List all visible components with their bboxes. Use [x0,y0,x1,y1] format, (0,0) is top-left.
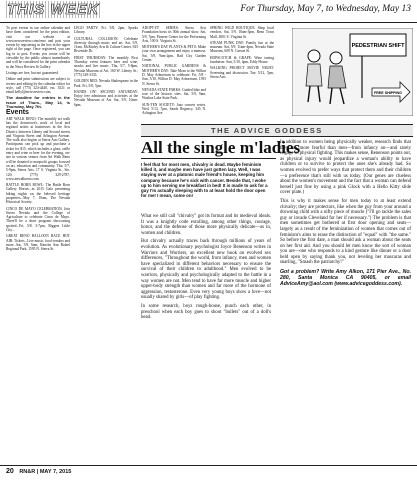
section-logo: THIS WEEK [4,1,102,18]
event-listing: GREAT RENO BALLOON RACE HOT AIR: Tickets...Live music, food vendors and more...Sat, 5/9, 6am, Rancho San Rafael Regional Park, 1595 N. Sierra St. [6,234,70,252]
page-footer [6,468,71,475]
page-number: 20 [6,468,14,475]
event-listing: WALKING PROJECT MOVIE NIGHT: Screening and discussion. Tue, 5/12, 7pm, Sierra Arts. [210,66,274,79]
answer-paragraph: In some research, boys rough-house, punch each other, in preschool when each boy goes to shoot "bullets" out of a doll's head. [141,303,271,321]
event-listing: LEGO PARTY: Fri, 5/8, 2pm, Sparks Library. [74,26,138,35]
calendar-column-1 [6,26,70,254]
event-listing: GOLDEN RED: Nevada Shakespeare in the Park. Fri, 5/8, 7pm. [74,79,138,88]
event-listing: STEAM PUNK DAY: Family fun at the museum. Sat, 5/9, 11am-4pm, Nevada State Museum, 600 N. Carson St. [210,40,274,54]
arrow-label: FREE SHIPPING [374,91,402,95]
answer-paragraph: In addition to women being physically weaker, research finds that they are more fearful than men—from infancy on—and rarely engage in physical fighting. This makes sense, Benenson points out, as physical injury would jeopardize a woman's ability to have children or to survive to protect the ones she's already had. So women evolved to prefer ways that protect them and their children—a preference that's still with us today. (Our genes are clueless about the women's movement and the fact that a woman can defend herself just fine by using a pink Glock with a Hello Kitty slide cover plate.) [280,140,411,196]
advice-answer-col-1 [141,214,271,324]
event-listing: NEVADA STATE PARKS: Guided hike and tour of the historic sites. Sat, 5/9, 9am, Washoe Lake State Park. [142,87,206,101]
issue-date: MAY 7, 2015 [39,469,72,475]
event-listing: FIRST THURSDAY: The monthly First Thursday event features beer and wine, snacks and live music. Thu, 5/7, 5-8pm, Nevada Museum of Art, 160 W. Liberty St.; (775) 329-3333. [74,55,138,77]
footer-rule [0,465,417,466]
event-listing: BATTLE BORN BOWL: The Battle Born Gallery Horses...in 2015 Gala presenting hiking nights on the beloved heritage properties...May 7, 10am, The Nevada Historical Society. [6,183,70,205]
sign-text: PEDESTRIAN SHIFT [351,43,405,49]
calendar-column-4 [210,26,274,120]
answer-paragraph: But chivalry actually traces back through millions of years of evolution. As evolutionary psychologist Joyce Benenson writes in Warriors and Worriers, an excellent new book on evolved sex differences, "Throughout the world, from infancy, men and women have specialized in different behaviors necessary to ensure the survival of their children to adulthood." Men evolved to be warriors, physically and psychologically adapted to the battle in a way women are not. Men tend to have far more muscle and higher upper-body strength than women and far more of the hormone of aggression, testosterone. Even very young boys show a love—not usually shared by girls—of play fighting. [141,239,271,301]
event-listing: SUN-TEN SOCIETY: Jazz concert series. Wed, 5/13, 7pm, Sands Regency, 345 N. Arlington Ave. [142,102,206,116]
contact-info: Got a problem? Write Amy Alkon, 171 Pier Ave., No. 280, Santa Monica CA 90405, or email AdviceAmy@aol.com (www.advicegoddess.com). [280,269,411,288]
advice-answer-col-2 [280,140,411,287]
events-heading: Events [6,109,29,117]
advice-column-banner [141,124,413,137]
event-listing: SPRING WILD BOUTIQUE: Shop local vendors. Sat, 5/9, 10am-3pm, Reno Town Mall, 4001 S. Virginia St. [210,26,274,39]
masthead [0,0,417,23]
answer-paragraph: What we still call "chivalry" got its format and its medieval ideals. It was a knightly code extolling, among other things, courage, honor, and the defense of those more physically delicate—as in, women and children. [141,214,271,236]
event-listing: MOTHER'S DAY PLANTS & PETS: Make your own arrangement and enjoy a mimosa. Sat, 5/9, 9am-2pm, Rail City Garden Center. [142,45,206,63]
event-listing: NATIONAL PUBLIC GARDENS & MOTHER'S DAY: Take Mom to the Wilbur D. May Arboretum to celebrate. Fri, 5/8 - Sun, 5/10, Wilbur D. May Arboretum, 1595 N. Sierra St. [142,64,206,86]
calendar-column-3 [142,26,206,120]
answer-paragraph: This is why it makes sense for men today to at least extend chivalry; they are protectors, like when the guy from your around a drowning child with a nifty piece of muscle ("I'll go tackle the sales guy or invade Cleveland for her if necessary.") The problem is that men sometimes get bothered at first door opening and seats—largely as a result of the feminization of women that comes out of feminism's aims to erase the distinction of "equal" with "the same." So before the first date, a man should ask a woman about the seats on her first aid. And you should let men know the sort of woman you are—one who responds to a kind gesture like dinner or a door held open by saying thank you, not leveling her mascaras and snarling, "Smash the patriarchy!" [280,198,411,266]
publication-name: RN&R [19,469,36,475]
event-listing: HANDS ON! SECOND SATURDAY: Enjoy free admission and activities at the Nevada Museum of Art. Sat, 5/9, 10am-6pm. [74,89,138,107]
event-listing: HOPSCOTCH & GRAPE: Wine tasting fundraiser. Sun, 5/10, 4pm, Eddy House. [210,55,274,65]
editorial-note: Online and print submissions are subject to review and editing by the calendar editor for style, call (775) 324-4440, ext. 3521 or email kellyl@newsreview.com. [6,77,70,95]
pedestrian-shift-illustration [292,28,413,116]
advice-column-title: THE ADVICE GODDESS [211,126,323,135]
deadline-note: The deadline for entries in the issue of Thurs., May 14, is Thursday, May 7th. [6,95,70,110]
reader-question: I feel that for most men, chivalry is dead. Maybe feminism killed it, and maybe men have just gotten lazy. Well, I was staying over at a platonic male friend's house, keeping him company because he's sick with cancer. Beside that, I woke up to him serving me breakfast in bed! It is made to ask for a guy I'm actually sleeping with to at least hold the door open for me! I mean, come on! [141,162,268,199]
intro-text: To post events in our online calendar and have them considered for the print edition, visit our website at www.newsreview.com/reno and post your events by registering in the box in the upper right of the page. Once registered, you can log in to post. Events you create will be viewable by the public almost immediately and will be considered for the print calendar in the News Review & Gallery. [6,26,70,69]
footer-separator: | [36,469,40,475]
calendar-column-2 [74,26,138,109]
event-listing: ADOPT-IT! SERIES: Sierra Arts Foundation hosts its 30th annual show. Sat, 5/9, 7pm, Pioneer Center for the Performing Arts, 100 S. Virginia St. [142,26,206,43]
event-listing: CINCO DE MAYO CELEBRATION: Join Sierra Nevada and the College of Agriculture to celebrate Cinco de Mayo. There'll be a short program showcasing spotted...Fri, 5/8, 3-7pm, Biggest Little City... [6,206,70,233]
headline-rule [141,158,276,159]
listings-note: Listings are free, but not guaranteed. [6,70,59,75]
issue-dateline: For Thursday, May 7, to Wednesday, May 13 [240,4,411,14]
advice-headline: All the single m'ladies [141,138,301,157]
event-listing: CULTURAL COLLISION: Celebrate diversity through music and art. Sat, 5/9, 11am, McKinley Arts & Culture Center, 925 Riverside Dr. [74,36,139,54]
event-listing: ART WALK RENO: The monthly art walk has the downtown's work of local and regional artists at businesses in the Arts District, between Liberty and Second streets and Virginia Street and Arlington Avenue. The walk also begins at Sierra Arts Gallery. Participants can pick up and purchase a ticket for $15, which includes a glass, raffle entry and wine or beer for the evening, on-site in various venues from Art Walk Reno will be donated to nonprofit groups focused on art, education and community. Thu, 5/7, 5-9pm, Sierra Arts, 17 S. Virginia St., Ste. 120; (775) 329-2787, www.artwalkreno.com. [6,116,70,181]
